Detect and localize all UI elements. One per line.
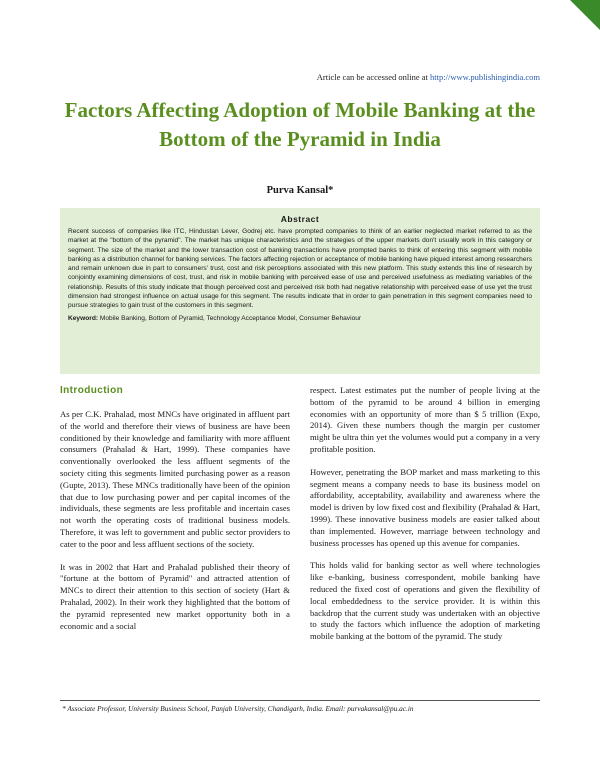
body-paragraph: This holds valid for banking sector as well where technologies like e-banking, business correspondent, mobile banking have reduced the fixed cost of operations and given the flexibility of local embeddedness to the service provider. It is within this backdrop that the current study was undertaken with an objective to study the factors which influence the adoption of marketing mobile banking at the bottom of the pyramid. The study	[310, 560, 540, 642]
abstract-box	[60, 208, 540, 374]
keywords-text: Mobile Banking, Bottom of Pyramid, Technology Acceptance Model, Consumer Behaviour	[99, 314, 362, 322]
corner-accent	[570, 0, 600, 30]
abstract-heading: Abstract	[280, 214, 320, 224]
keywords-label: Keyword:	[68, 314, 99, 322]
author-name: Purva Kansal*	[266, 185, 334, 196]
abstract-text: Recent success of companies like ITC, Hindustan Lever, Godrej etc. have prompted companies to think of an earlier neglected market referred to as the market at the "bottom of the pyramid". The market has unique characteristics and the strategies of the upper markets don't usually work in this category or segment. The size of the market and the lower transaction cost of banking transactions have prompted banks to think of entering this segment with mobile banking as a distribution channel for banking services. The factors affecting rejection or acceptance of mobile banking have piqued interest among researchers and remain unknown due in part to consumers' trust, cost and risk perceptions associated with this new platform. This study extends this line of research by conjointly examining dimensions of cost, trust, and risk in mobile banking with perceived ease of use and perceived usefulness as mediating variables of the relationship. Results of this study indicate that though perceived cost and perceived risk both had negative relationship with perceived ease of use yet the trust dimension had strongest influence on actual usage for this segment. The results indicate that in order to gain penetration in this segment companies need to pursue strategies to gain trust of the customers in this segment.	[68, 228, 532, 310]
access-text: Article can be accessed online at	[316, 72, 428, 82]
section-heading-introduction: Introduction	[60, 385, 124, 396]
body-paragraph: It was in 2002 that Hart and Prahalad published their theory of "fortune at the bottom of Pyramid" and attracted attention of MNCs to direct their attention to this section of society (Hart & Prahalad, 2002). In their work they highlighted that the bottom of the pyramid represented new market opportunity both in a economic and a social	[60, 561, 290, 631]
keywords	[68, 314, 532, 323]
paper-title: Factors Affecting Adoption of Mobile Banking at the Bottom of the Pyramid in India	[64, 98, 536, 151]
author-footnote: * Associate Professor, University Business School, Panjab University, Chandigarh, India. Email: purvakansal@pu.ac.in	[62, 704, 414, 713]
body-paragraph: respect. Latest estimates put the number of people living at the bottom of the pyramid to be around 4 billion in emerging economies with an opportunity of more than $ 5 trillion (Expo, 2014). Given these numbers though the margin per customer might be ultra thin yet the volumes would put a company in a very profitable position.	[310, 385, 540, 454]
publisher-link[interactable]: http://www.publishingindia.com	[430, 72, 540, 82]
footnote-divider	[60, 700, 540, 701]
left-column	[60, 385, 290, 643]
body-paragraph: As per C.K. Prahalad, most MNCs have originated in affluent part of the world and therefore their views of business are have been conditioned by their knowledge and familiarity with more affluent consumers (Prahalad & Hart, 1999). These companies have conventionally overlooked the less affluent segments of the society citing this segments limited purchasing power as a reason (Gupte, 2013). These MNCs traditionally have been of the opinion that due to low purchasing power and per capital incomes of the individuals, these segments are less profitable and incertain cases not worth the operating costs of traditional business models. Therefore, it was left to government and public sector providers to cater to the poor and less affluent sections of the society.	[60, 409, 290, 549]
right-column	[310, 385, 540, 654]
body-paragraph: However, penetrating the BOP market and mass marketing to this segment means a company needs to base its business model on affordability, acceptability, availability and awareness where the model is driven by low fixed cost and flexibility (Prahalad & Hart, 1999). These innovative business models are easier talked about than implemented. However, marriage between technology and business processes has opened up this avenue for companies.	[310, 466, 540, 548]
access-line	[317, 72, 540, 82]
